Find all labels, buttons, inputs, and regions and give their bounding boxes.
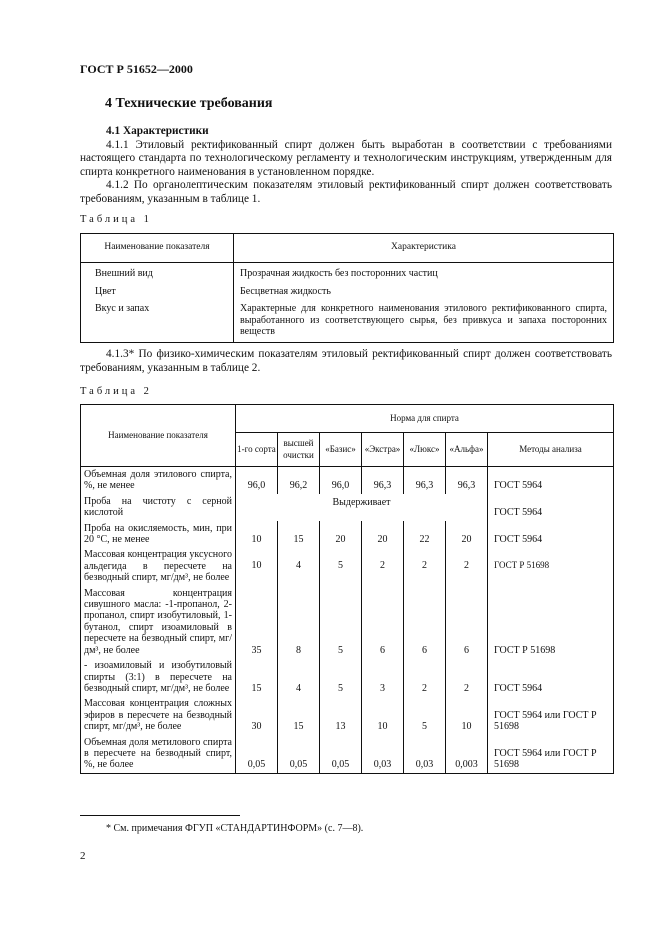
table-row xyxy=(81,467,614,494)
table2-method: ГОСТ 5964 xyxy=(488,467,614,494)
table-row xyxy=(81,521,614,548)
paragraph-4-1-2: 4.1.2 По органолептическим показателям этиловый ректификованный спирт должен соответствовать требованиям, указанным в таблице 1. xyxy=(80,179,612,205)
table2-header-group: Норма для спирта xyxy=(236,405,614,433)
table2-row-name: Массовая концентрация уксусного альдегида в пересчете на безводный спирт, мг/дм³, не более xyxy=(81,547,236,585)
table1-cell: Бесцветная жидкость xyxy=(234,283,614,301)
table2-caption: Таблица 2 xyxy=(80,386,152,397)
section-title: 4 Технические требования xyxy=(105,96,273,111)
table2-header-grade: «Люкс» xyxy=(404,433,446,467)
table2-value: 15 xyxy=(278,696,320,734)
table-row xyxy=(81,696,614,734)
table2-row-name: Проба на окисляемость, мин, при 20 °С, не менее xyxy=(81,521,236,548)
table2-value: 6 xyxy=(404,586,446,658)
table2-merged-value: Выдерживает xyxy=(236,494,488,521)
table2-value: 96,3 xyxy=(362,467,404,494)
table2-method: ГОСТ Р 51698 xyxy=(488,547,614,585)
table2-value: 5 xyxy=(320,586,362,658)
table2-value: 15 xyxy=(278,521,320,548)
table2-value: 4 xyxy=(278,658,320,696)
table2-value: 10 xyxy=(236,521,278,548)
table2-value: 6 xyxy=(362,586,404,658)
table2-value: 22 xyxy=(404,521,446,548)
table1-caption: Таблица 1 xyxy=(80,214,152,225)
paragraph-4-1-3-text: 4.1.3* По физико-химическим показателям этиловый ректификованный спирт должен соответствовать требованиям, указанным в таблице 2. xyxy=(80,348,612,374)
table2-value: 2 xyxy=(404,547,446,585)
table2-row-name: Объемная доля этилового спирта, %, не менее xyxy=(81,467,236,494)
table1-header-characteristic: Характеристика xyxy=(234,234,614,263)
table1-cell: Характерные для конкретного наименования этилового ректификованного спирта, выработанного из соответствующего сырья, без привкуса и запаха посторонних веществ xyxy=(234,300,614,342)
table2-value: 15 xyxy=(236,658,278,696)
table2-value: 5 xyxy=(320,547,362,585)
table2-value: 5 xyxy=(404,696,446,734)
table-row xyxy=(81,547,614,585)
table2-value: 96,0 xyxy=(320,467,362,494)
table-row xyxy=(81,494,614,521)
table2-value: 2 xyxy=(404,658,446,696)
table-row xyxy=(81,283,614,301)
document-header: ГОСТ Р 51652—2000 xyxy=(80,62,193,76)
table2-row-name: Массовая концентрация сложных эфиров в пересчете на безводный спирт, мг/дм³, не более xyxy=(81,696,236,734)
table-row xyxy=(81,658,614,696)
table-row xyxy=(81,300,614,342)
table2-header-grade: высшей очистки xyxy=(278,433,320,467)
subsection-title: 4.1 Характеристики xyxy=(106,125,209,137)
table2-value: 5 xyxy=(320,658,362,696)
table2-method: ГОСТ 5964 xyxy=(488,658,614,696)
table2-header-name: Наименование показателя xyxy=(81,405,236,467)
table2-header-grade: 1-го сорта xyxy=(236,433,278,467)
table2-value: 30 xyxy=(236,696,278,734)
table2-method: ГОСТ 5964 xyxy=(488,521,614,548)
page-number: 2 xyxy=(80,850,86,862)
table2-header-methods: Методы анализа xyxy=(488,433,614,467)
paragraph-4-1-3 xyxy=(80,348,612,375)
table2-method: ГОСТ 5964 или ГОСТ Р 51698 xyxy=(488,735,614,774)
table2-method: ГОСТ 5964 или ГОСТ Р 51698 xyxy=(488,696,614,734)
table2-method: ГОСТ Р 51698 xyxy=(488,586,614,658)
table-2 xyxy=(80,404,614,774)
table2-value: 2 xyxy=(446,547,488,585)
table2-header-grade: «Экстра» xyxy=(362,433,404,467)
table2-value: 10 xyxy=(362,696,404,734)
paragraph-4-1-1: 4.1.1 Этиловый ректификованный спирт должен быть выработан в соответствии с требованиями настоящего стандарта по технологическому регламенту и технологическим инструкциям, утвержденным для спирта конкретного наименования в установленном порядке. xyxy=(80,138,612,178)
table2-header-grade: «Альфа» xyxy=(446,433,488,467)
table2-value: 20 xyxy=(320,521,362,548)
table2-value: 0,03 xyxy=(404,735,446,774)
table1-cell: Прозрачная жидкость без посторонних частиц xyxy=(234,263,614,283)
table2-value: 4 xyxy=(278,547,320,585)
table2-value: 0,05 xyxy=(236,735,278,774)
table2-row-name: Проба на чистоту с серной кислотой xyxy=(81,494,236,521)
table2-value: 96,2 xyxy=(278,467,320,494)
section-body xyxy=(80,125,612,206)
table2-value: 20 xyxy=(362,521,404,548)
table1-header-name: Наименование показателя xyxy=(81,234,234,263)
table2-value: 10 xyxy=(446,696,488,734)
table-row xyxy=(81,586,614,658)
table2-value: 3 xyxy=(362,658,404,696)
table2-row-name: Массовая концентрация сивушного масла: -1-пропанол, 2-пропанол, спирт изобутиловый, 1-бутанол, спирт изоамиловый в пересчете на безводный спирт, мг/дм³, не более xyxy=(81,586,236,658)
table1-cell: Цвет xyxy=(81,283,234,301)
table1-cell: Вкус и запах xyxy=(81,300,234,342)
table2-method: ГОСТ 5964 xyxy=(488,494,614,521)
footnote: * См. примечания ФГУП «СТАНДАРТИНФОРМ» (с. 7—8). xyxy=(106,823,364,834)
table2-value: 0,03 xyxy=(362,735,404,774)
table2-value: 96,3 xyxy=(404,467,446,494)
table1-cell: Внешний вид xyxy=(81,263,234,283)
table2-value: 8 xyxy=(278,586,320,658)
table2-value: 0,05 xyxy=(320,735,362,774)
table2-value: 10 xyxy=(236,547,278,585)
table2-value: 0,05 xyxy=(278,735,320,774)
table2-value: 6 xyxy=(446,586,488,658)
table-row xyxy=(81,735,614,774)
table2-value: 2 xyxy=(446,658,488,696)
table2-row-name: - изоамиловый и изобутиловый спирты (3:1) в пересчете на безводный спирт, мг/дм³, не более xyxy=(81,658,236,696)
table2-value: 96,0 xyxy=(236,467,278,494)
table2-value: 0,003 xyxy=(446,735,488,774)
table-row xyxy=(81,263,614,283)
table2-header-grade: «Базис» xyxy=(320,433,362,467)
table2-value: 96,3 xyxy=(446,467,488,494)
table-1 xyxy=(80,233,614,343)
table2-row-name: Объемная доля метилового спирта в пересчете на безводный спирт, %, не более xyxy=(81,735,236,774)
table2-value: 2 xyxy=(362,547,404,585)
table2-value: 13 xyxy=(320,696,362,734)
footnote-divider xyxy=(80,815,240,816)
table2-value: 35 xyxy=(236,586,278,658)
table2-value: 20 xyxy=(446,521,488,548)
